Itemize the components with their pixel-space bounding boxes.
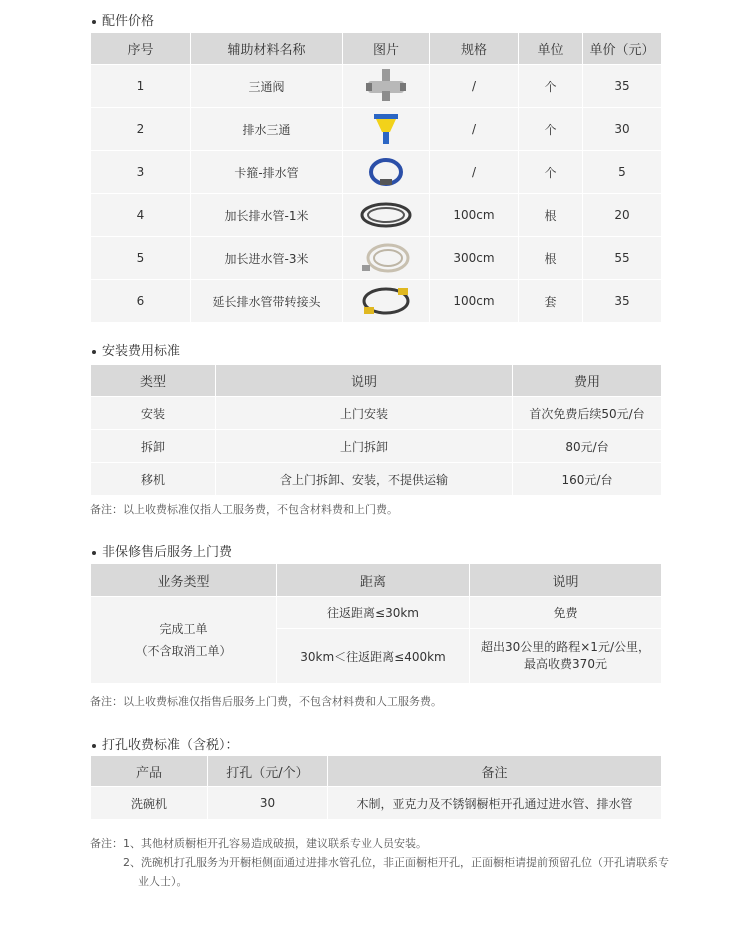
drilling-section-title: 打孔收费标准（含税）： bbox=[92, 734, 239, 753]
inlet-hose-icon bbox=[343, 237, 430, 280]
table-row: 1 三通阀 / 个 35 bbox=[91, 65, 662, 108]
header-image: 图片 bbox=[343, 33, 430, 65]
drilling-header-row: 产品 打孔（元/个） 备注 bbox=[91, 756, 662, 787]
table-row: 3 卡箍-排水管 / 个 5 bbox=[91, 151, 662, 194]
header-name: 辅助材料名称 bbox=[191, 33, 343, 65]
table-row: 6 延长排水管带转接头 100cm 套 35 bbox=[91, 280, 662, 323]
drilling-note: 备注：1、其他材质橱柜开孔容易造成破损，建议联系专业人员安装。 2、洗碗机打孔服务为开橱柜侧面通过进排水管孔位，非正面橱柜开孔，正面橱柜请提前预留孔位（开孔请联系专 业人士）。 bbox=[90, 837, 669, 888]
bullet-icon bbox=[92, 744, 96, 748]
drain-tee-icon bbox=[343, 108, 430, 151]
install-note: 备注：以上收费标准仅指人工服务费，不包含材料费和上门费。 bbox=[90, 503, 398, 516]
table-row: 安装 上门安装 首次免费后续50元/台 bbox=[91, 397, 662, 430]
service-note: 备注：以上收费标准仅指售后服务上门费，不包含材料费和人工服务费。 bbox=[90, 695, 442, 708]
install-table bbox=[90, 364, 662, 496]
header-spec: 规格 bbox=[430, 33, 519, 65]
install-section-title: 安装费用标准 bbox=[92, 340, 180, 359]
table-row: 拆卸 上门拆卸 80元/台 bbox=[91, 430, 662, 463]
table-row: 移机 含上门拆卸、安装，不提供运输 160元/台 bbox=[91, 463, 662, 496]
bullet-icon bbox=[92, 551, 96, 555]
extension-hose-icon bbox=[343, 280, 430, 323]
table-row: 完成工单 （不含取消工单） 往返距离≤30km 免费 bbox=[91, 597, 662, 629]
parts-table bbox=[90, 32, 662, 323]
service-table bbox=[90, 563, 662, 684]
install-header-row: 类型 说明 费用 bbox=[91, 365, 662, 397]
table-row: 5 加长进水管-3米 300cm 根 55 bbox=[91, 237, 662, 280]
table-row: 洗碗机 30 木制，亚克力及不锈钢橱柜开孔通过进水管、排水管 bbox=[91, 787, 662, 820]
drain-hose-icon bbox=[343, 194, 430, 237]
parts-header-row bbox=[91, 33, 662, 65]
header-price: 单价（元） bbox=[583, 33, 662, 65]
service-section-title: 非保修售后服务上门费 bbox=[92, 541, 232, 560]
table-row: 2 排水三通 / 个 30 bbox=[91, 108, 662, 151]
drilling-table bbox=[90, 755, 662, 820]
service-header-row: 业务类型 距离 说明 bbox=[91, 564, 662, 597]
header-unit: 单位 bbox=[519, 33, 583, 65]
bullet-icon bbox=[92, 20, 96, 24]
clamp-icon bbox=[343, 151, 430, 194]
table-row: 4 加长排水管-1米 100cm 根 20 bbox=[91, 194, 662, 237]
parts-section-title: 配件价格 bbox=[92, 10, 154, 29]
table-row: 30km＜往返距离≤400km 超出30公里的路程×1元/公里， 最高收费370元 bbox=[91, 629, 662, 684]
service-type-cell: 完成工单 （不含取消工单） bbox=[91, 597, 277, 684]
header-no: 序号 bbox=[91, 33, 191, 65]
tee-valve-icon bbox=[343, 65, 430, 108]
bullet-icon bbox=[92, 350, 96, 354]
